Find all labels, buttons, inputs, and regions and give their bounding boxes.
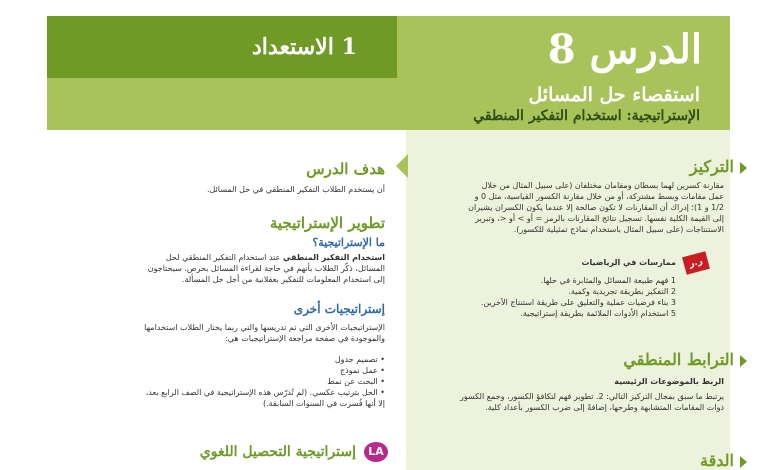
practice-item: 1 فهم طبيعة المسائل والمثابرة في حلها. <box>540 276 676 285</box>
focus-text: مقارنة كسرين لهما بسطان ومقامان مختلفان (على سبيل المثال من خلال عمل مقامات وبسط مشتركة، أو من خلال مقارنة الكسور القياسية، مثل 0 و 1/2 و 1)؛ إدراك أن المقارنات لا تكون صالحة إلا عندما يكون الكسران يشيران إلى القيمة الكلية نفسها. تسجيل نتائج المقارنات بالرمز = أو > أو <، وتبرير الاستنتاجات (على سبيل المثال باستخدام نماذج تمثيلية للكسور). <box>468 181 724 234</box>
what-text <box>135 252 385 285</box>
logic-subheading: الربط بالموضوعات الرئيسية <box>614 377 724 386</box>
goal-text: أن يستخدم الطلاب التفكير المنطقي في حل المسائل. <box>206 185 385 194</box>
lesson-strategy: الإستراتيجية: استخدام التفكير المنطقي <box>473 108 700 124</box>
focus-arrow-icon <box>740 162 747 174</box>
other-strategy-item: • عمل نموذج <box>340 366 385 375</box>
la-badge-icon: LA <box>364 442 388 462</box>
practice-item: 3 بناء فرضيات عملية والتعليق على طريقة استنتاج الآخرين. <box>480 298 676 307</box>
other-strategy-item: • الحل بترتيب عكسي. (لم تُدرّس هذه الإستراتيجية في الصف الرابع بعد، إلا أنها فُسرت في السنوات السابقة.) <box>145 388 385 408</box>
what-heading: ما الإستراتيجية؟ <box>312 236 385 249</box>
focus-heading: التركيز <box>689 157 734 176</box>
goal-heading: هدف الدرس <box>306 160 385 178</box>
logic-arrow-icon <box>740 355 747 367</box>
prep-label: 1 الاستعداد <box>252 34 357 60</box>
other-strategies-heading: إستراتيجيات أخرى <box>293 302 385 316</box>
other-strategy-item: • البحث عن نمط <box>327 377 385 386</box>
what-text-rest: عند استخدام التفكير المنطقي لحل المسائل، ذكّر الطلاب بأنهم في حاجة لقراءة المسائل بحرص. سيحتاجون إلى استخدام المعلومات للتفكير بعقلانية من أجل حل المسألة. <box>147 253 385 284</box>
lesson-banner <box>47 16 730 130</box>
logic-heading: الترابط المنطقي <box>623 350 734 369</box>
lesson-subtitle: استقصاء حل المسائل <box>528 84 700 106</box>
top-strip <box>0 0 780 16</box>
precision-heading: الدقة <box>700 451 734 470</box>
practice-badge-icon: ر.ر <box>682 251 710 275</box>
practice-item: 5 استخدام الأدوات الملائمة بطريقة إستراتيجية. <box>520 309 676 318</box>
logic-text: يرتبط ما سبق بمجال التركيز التالي: 2. تطوير فهم لتكافؤ الكسور، وجمع الكسور ذوات المقامات المتشابهة وطرحها، إضافةً إلى ضرب الكسور بأعداد كلية. <box>459 392 724 412</box>
lesson-title: الدرس 8 <box>547 26 702 73</box>
practice-heading: ممارسات في الرياضيات <box>581 258 676 267</box>
other-strategies-list <box>145 354 385 409</box>
practice-list <box>456 275 676 319</box>
precision-arrow-icon <box>740 456 747 468</box>
panel-notch <box>396 154 408 178</box>
strategy-dev-heading: تطوير الإستراتيجية <box>269 214 385 232</box>
vocab-strategy-heading: إستراتيجية التحصيل اللغوي <box>199 444 356 460</box>
other-strategy-item: • تصميم جدول <box>334 355 385 364</box>
practice-item: 2 التفكير بطريقة تجريدية وكمية. <box>568 287 676 296</box>
other-strategies-text: الإستراتيجيات الأخرى التي تم تدريسها والتي ربما يختار الطلاب استخدامها والموجودة في صفحة مراجعة الإستراتيجيات هي: <box>144 323 385 343</box>
what-text-bold: استخدام التفكير المنطقي <box>282 253 385 262</box>
